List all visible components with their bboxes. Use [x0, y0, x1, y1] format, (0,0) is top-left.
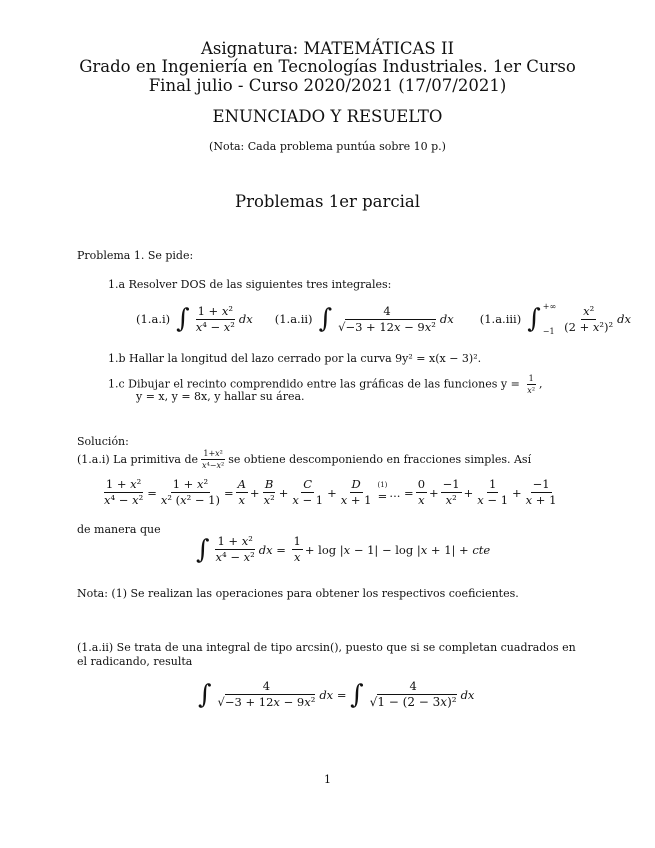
integral-limits: +∞ −1	[542, 302, 557, 336]
solution-ai-intro: (1.a.i) La primitiva de $\frac{\text{1+x²}}{\text{x⁴−x²}}$ se obtiene descomponiendo en fracciones simples. Así	[77, 449, 532, 470]
item-1c: 1.c Dibujar el recinto comprendido entre las gráficas de las funciones y = $\frac{1}{\text{x²}}$ ,	[108, 374, 543, 395]
solution-aii-intro: (1.a.ii) Se trata de una integral de tipo arcsin(), puesto que si se completan cuadrados en el radicando, resulta	[77, 641, 576, 668]
integral-ii-label: (1.a.ii)	[274, 312, 313, 326]
integrals-row: (1.a.i) ∫ $\frac{\text{1 + x²}}{\text{x⁴ − x²}}$ dx (1.a.ii) ∫ $\frac{4}{\text{√−3 + 12x − 9x²}}$ dx (1.a.iii) ∫ +∞ −1 $\frac{\text{x²}}{\text{(2 + x²)²}}$ dx	[136, 302, 631, 336]
integral-sign: ∫	[318, 304, 333, 334]
item-1b-label: 1.b	[108, 352, 126, 365]
partial-fractions-equation: $\frac{\text{1 + x²}}{\text{x⁴ − x²}}$ = $\frac{\text{1 + x²}}{\text{x² (x² − 1)}}$ = $\frac{A}{x}$ + $\frac{B}{\text{x²}}$ + $\frac{C}{x - 1}$ + $\frac{D}{x + 1}$ (1) = ... = $\frac{0}{x}$ + $\frac{-1}{\text{x²}}$ + $\frac{1}{x - 1}$ + $\frac{-1}{x + 1}$	[104, 477, 557, 507]
integral-sign: ∫	[196, 534, 210, 565]
integral-i-label: (1.a.i)	[136, 312, 171, 326]
problem-heading: Problema 1. Se pide:	[77, 249, 194, 262]
integral-sign: ∫	[527, 304, 541, 334]
page-number: 1	[324, 773, 331, 786]
course-title: Asignatura: MATEMÁTICAS II	[201, 39, 454, 58]
item-1c-fraction: $\frac{1}{\text{x²}}$	[527, 374, 536, 395]
integral-iii-label: (1.a.iii)	[479, 312, 522, 326]
integral-iii-fraction: $\frac{\text{x²}}{\text{(2 + x²)²}}$	[564, 303, 614, 334]
integral-result: ∫ $\frac{\text{1 + x²}}{\text{x⁴ − x²}}$ dx = $\frac{1}{x}$ + log |x − 1| − log |x + 1| + cte	[196, 534, 491, 565]
item-1a-text: Resolver DOS de las siguientes tres integrales:	[128, 278, 392, 291]
item-1c-text: Dibujar el recinto comprendido entre las gráficas de las funciones y =	[128, 377, 524, 391]
item-1c-label: 1.c	[108, 377, 125, 391]
integral-sign: ∫	[350, 679, 364, 710]
integral-sign: ∫	[176, 304, 190, 334]
scoring-note: (Nota: Cada problema puntúa sobre 10 p.)	[209, 140, 446, 153]
solution-note: Nota: (1) Se realizan las operaciones para obtener los respectivos coeficientes.	[77, 587, 519, 600]
section-title: Problemas 1er parcial	[234, 192, 421, 211]
arcsin-equation: ∫ $\frac{4}{\text{√−3 + 12x − 9x²}}$ dx = ∫ $\frac{4}{\text{√1 − (2 − 3x)²}}$ dx	[198, 679, 475, 710]
de-manera-que: de manera que	[77, 523, 161, 536]
integral-ii-fraction: $\frac{4}{\text{√−3 + 12x − 9x²}}$	[338, 303, 436, 334]
exam-title: Final julio - Curso 2020/2021 (17/07/2021)	[148, 76, 507, 95]
item-1c-line2: y = x, y = 8x, y hallar su área.	[136, 390, 305, 403]
integral-i-fraction: $\frac{\text{1 + x²}}{\text{x⁴ − x²}}$	[195, 303, 235, 334]
integral-sign: ∫	[198, 679, 212, 710]
item-1a	[108, 278, 391, 292]
item-1b	[108, 352, 481, 366]
item-1b-text: Hallar la longitud del lazo cerrado por la curva 9y² = x(x − 3)².	[129, 352, 482, 365]
degree-title: Grado en Ingeniería en Tecnologías Industriales. 1er Curso	[79, 57, 576, 76]
solution-heading: Solución:	[77, 435, 129, 448]
document-subtitle: ENUNCIADO Y RESUELTO	[212, 107, 443, 126]
intro-fraction: $\frac{\text{1+x²}}{\text{x⁴−x²}}$	[202, 449, 225, 470]
item-1a-label: 1.a	[108, 278, 126, 291]
